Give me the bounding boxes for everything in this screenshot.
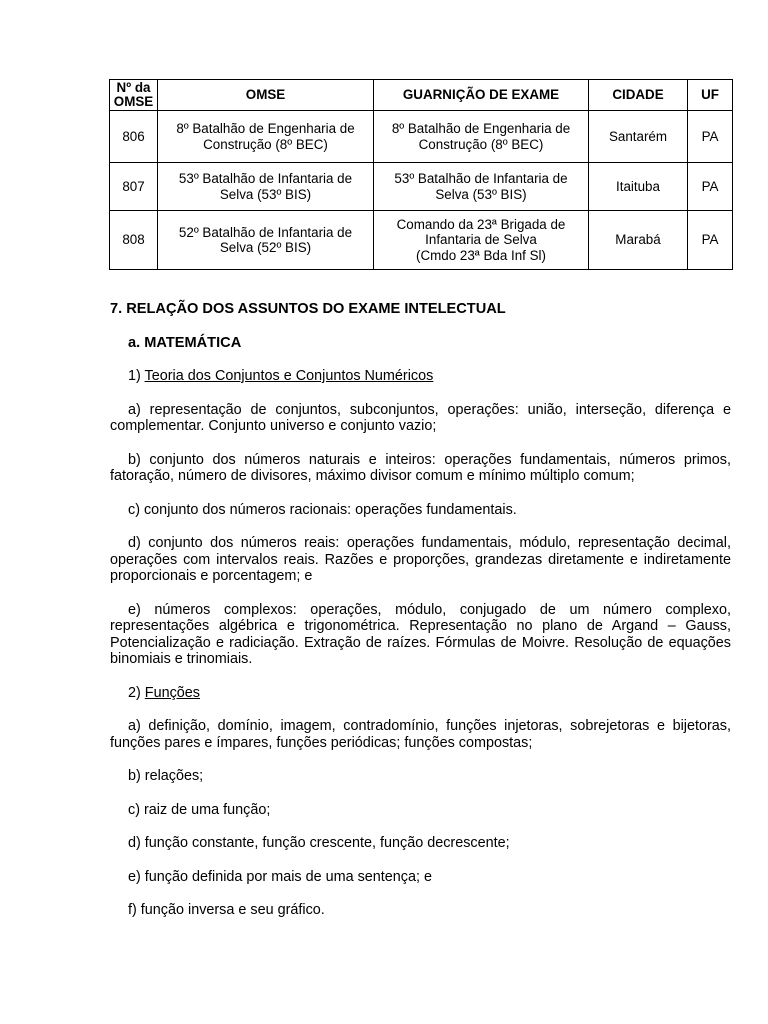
list-item: a) definição, domínio, imagem, contradomínio, funções injetoras, sobrejetoras e bijetoras, funções pares e ímpares, funções periódicas; funções compostas; (110, 718, 731, 751)
topic-number: 1) (128, 368, 141, 384)
section-title: 7. RELAÇÃO DOS ASSUNTOS DO EXAME INTELECTUAL (110, 301, 506, 317)
cell-guarnicao: 8º Batalhão de Engenharia de Construção (8º BEC) (374, 111, 589, 163)
cell-uf: PA (688, 163, 733, 211)
list-item: f) função inversa e seu gráfico. (128, 902, 325, 918)
cell-guarnicao: 53º Batalhão de Infantaria de Selva (53º BIS) (374, 163, 589, 211)
cell-uf: PA (688, 111, 733, 163)
list-item: b) conjunto dos números naturais e inteiros: operações fundamentais, números primos, fatoração, número de divisores, máximo divisor comum e mínimo múltiplo comum; (110, 451, 731, 484)
list-item: d) conjunto dos números reais: operações fundamentais, módulo, representação decimal, operações com intervalos reais. Razões e proporções, grandezas diretamente e indiretamente proporcionais e porcentagem; e (110, 535, 731, 584)
cell-omse: 52º Batalhão de Infantaria de Selva (52º BIS) (158, 211, 374, 270)
header-numero: Nº da OMSE (110, 80, 158, 111)
topic-number: 2) (128, 684, 141, 701)
cell-cidade: Itaituba (589, 163, 688, 211)
cell-guarnicao-line1: Comando da 23ª Brigada de Infantaria de Selva (396, 216, 566, 248)
topic-heading (128, 368, 731, 385)
table-header-row (110, 80, 733, 111)
list-item: e) números complexos: operações, módulo, conjugado de um número complexo, representações algébrica e trigonométrica. Representação no plano de Argand – Gauss, Potencialização e radiciação. Extração de raízes. Fórmulas de Moivre. Resolução de equações binomiais e trinomiais. (110, 601, 731, 667)
cell-guarnicao (374, 211, 589, 270)
list-item: c) conjunto dos números racionais: operações fundamentais. (128, 501, 517, 518)
table-row (110, 163, 733, 211)
cell-omse: 53º Batalhão de Infantaria de Selva (53º BIS) (158, 163, 374, 211)
topic-title: Funções (144, 684, 200, 701)
table-row (110, 111, 733, 163)
table-row (110, 211, 733, 270)
cell-uf: PA (688, 211, 733, 270)
header-cidade: CIDADE (589, 80, 688, 111)
cell-guarnicao-line2: (Cmdo 23ª Bda Inf Sl) (416, 247, 546, 263)
header-omse: OMSE (158, 80, 374, 111)
omse-table (109, 79, 733, 270)
cell-numero: 806 (110, 111, 158, 163)
cell-numero: 807 (110, 163, 158, 211)
header-uf: UF (688, 80, 733, 111)
cell-omse: 8º Batalhão de Engenharia de Construção (8º BEC) (158, 111, 374, 163)
subsection-title: a. MATEMÁTICA (128, 334, 242, 351)
list-item: b) relações; (128, 768, 204, 784)
cell-cidade: Santarém (589, 111, 688, 163)
cell-cidade: Marabá (589, 211, 688, 270)
document-body (110, 301, 731, 936)
list-item: e) função definida por mais de uma sentença; e (128, 868, 432, 885)
list-item: d) função constante, função crescente, função decrescente; (128, 835, 510, 851)
cell-numero: 808 (110, 211, 158, 270)
list-item: c) raiz de uma função; (128, 801, 271, 818)
topic-title: Teoria dos Conjuntos e Conjuntos Numéricos (144, 368, 434, 384)
header-guarnicao: GUARNIÇÃO DE EXAME (374, 80, 589, 111)
list-item: a) representação de conjuntos, subconjuntos, operações: união, interseção, diferença e complementar. Conjunto universo e conjunto vazio; (110, 401, 731, 434)
topic-heading (128, 685, 731, 702)
